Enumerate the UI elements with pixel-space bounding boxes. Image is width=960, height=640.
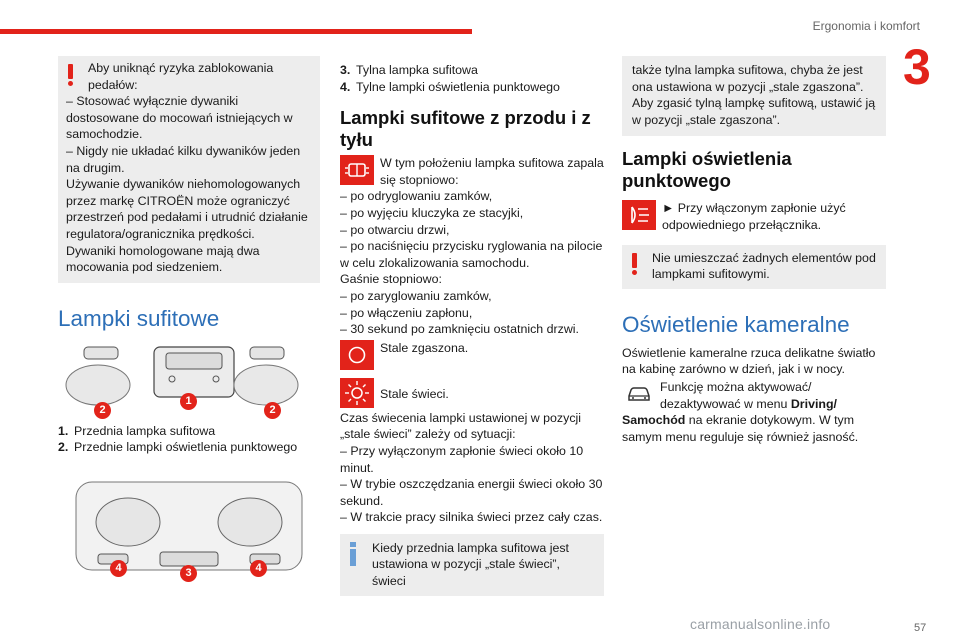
header-accent-bar [0, 29, 472, 34]
text-line: Czas świecenia lampki ustawionej w pozycji „stale świeci” zależy od sytuacji: [340, 410, 582, 442]
text-line: – po włączeniu zapłonu, [340, 305, 473, 320]
warning-body [66, 93, 310, 276]
rear-ceiling-lamp-illustration [58, 478, 320, 578]
section-title-ceiling-lamps: Lampki sufitowe [58, 305, 220, 331]
rear-lamp-drawing [58, 478, 320, 578]
subsection-title-spotlights: Lampki oświetlenia punktowego [622, 148, 792, 192]
warning-icon [67, 64, 75, 86]
header-section-title: Ergonomia i komfort [812, 19, 920, 33]
column-2 [340, 62, 604, 596]
on-mode-row [340, 378, 604, 408]
text-line: – W trybie oszczędzania energii świeci około 30 sekund. [340, 477, 603, 508]
text-line: – po naciśnięciu przycisku ryglowania na pilocie w celu zlokalizowania samochodu. [340, 239, 603, 270]
info-box-front-lamp [340, 534, 604, 596]
callout-badge: 4 [250, 560, 267, 577]
subsection-title-front-rear: Lampki sufitowe z przodu i z tyłu [340, 107, 591, 151]
light-off-icon [340, 340, 374, 370]
text-line: – 30 sekund po zamknięciu ostatnich drzwi. [340, 322, 579, 337]
watermark: carmanualsonline.info [690, 616, 831, 632]
door-mode-lines [340, 188, 604, 337]
text-line: – po wyjęciu kluczyka ze stacyjki, [340, 205, 524, 220]
light-on-icon [340, 378, 374, 408]
info-text-continued: także tylna lampka sufitowa, chyba że jest ona ustawiona w pozycji „stale zgaszona”. Aby zgasić tylną lampkę sufitową, ustawić ją w pozycji „stale zgaszona”. [632, 63, 876, 127]
info-icon [350, 542, 356, 566]
page-number: 57 [914, 622, 927, 634]
callout-badge: 1 [180, 393, 197, 410]
callout-badge: 2 [264, 402, 281, 419]
warning-box-lamps [622, 245, 886, 289]
warning-line: Dywaniki homologowane mają dwa mocowania pod siedzeniem. [66, 243, 260, 275]
duration-lines [340, 410, 604, 526]
legend-item: 3. Tylna lampka sufitowa [340, 63, 478, 77]
text-line: – Przy wyłączonym zapłonie świeci około 10 minut. [340, 443, 584, 475]
chapter-number: 3 [903, 39, 931, 95]
section-title-ambient: Oświetlenie kameralne [622, 311, 850, 337]
on-mode-text: Stale świeci. [380, 386, 449, 401]
legend-item: 1. Przednia lampka sufitowa [58, 423, 216, 438]
column-1 [58, 56, 320, 578]
info-text: Kiedy przednia lampka sufitowa jest ustawiona w pozycji „stale świeci”, świeci [372, 540, 569, 589]
off-mode-row [340, 340, 604, 370]
legend-rear [340, 62, 604, 95]
text-line: Gaśnie stopniowo: [340, 272, 442, 287]
door-mode-row [340, 155, 604, 188]
car-icon [622, 379, 656, 407]
car-menu-block [622, 379, 886, 445]
warning-line: Aby uniknąć ryzyka zablokowania pedałów: [88, 61, 274, 92]
car-menu-text-1: Funkcję można aktywować/ dezaktywować w menu [660, 379, 812, 411]
warning-line: Używanie dywaników niehomologowanych przez markę CITROËN może ograniczyć przestrzeń pod pedałami i utrudnić działanie regulatora/ogranicznika prędkości. [66, 177, 308, 241]
spotlight-icon [622, 200, 656, 230]
off-mode-text: Stale zgaszona. [380, 340, 469, 355]
front-ceiling-lamp-illustration [58, 345, 320, 416]
door-light-icon [340, 155, 374, 185]
spot-text: ► Przy włączonym zapłonie użyć odpowiedniego przełącznika. [662, 201, 846, 232]
legend-item: 4. Tylne lampki oświetlenia punktowego [340, 79, 560, 94]
ambient-text: Oświetlenie kameralne rzuca delikatne światło na kabinę zarówno w dzień, jak i w nocy. [622, 345, 876, 377]
warning-box-mats [58, 56, 320, 283]
warning-line: – Nigdy nie układać kilku dywaników jeden na drugim. [66, 143, 301, 175]
warning-icon [631, 253, 639, 275]
legend-item: 2. Przednie lampki oświetlenia punktowego [58, 440, 298, 455]
door-mode-text: W tym położeniu lampka sufitowa zapala się stopniowo: [380, 156, 604, 187]
warning-text: Nie umieszczać żadnych elementów pod lampkami sufitowymi. [652, 250, 876, 282]
callout-badge: 4 [110, 560, 127, 577]
text-line: – po odryglowaniu zamków, [340, 189, 493, 204]
callout-badge: 2 [94, 402, 111, 419]
column-3 [622, 56, 886, 445]
car-menu-text-2: na ekranie dotykowym. W tym samym menu reguluje się również jasność. [622, 413, 859, 444]
car-menu-bold: Driving/ Samochód [622, 396, 837, 428]
warning-line: – Stosować wyłącznie dywaniki dostosowane do mocowań istniejących w samochodzie. [66, 94, 293, 142]
text-line: – W trakcie pracy silnika świeci przez cały czas. [340, 510, 603, 525]
info-box-continued [622, 56, 886, 136]
callout-badge: 3 [180, 565, 197, 582]
legend-front [58, 423, 320, 456]
text-line: – po otwarciu drzwi, [340, 222, 450, 237]
text-line: – po zaryglowaniu zamków, [340, 288, 492, 303]
spot-row [622, 200, 886, 233]
